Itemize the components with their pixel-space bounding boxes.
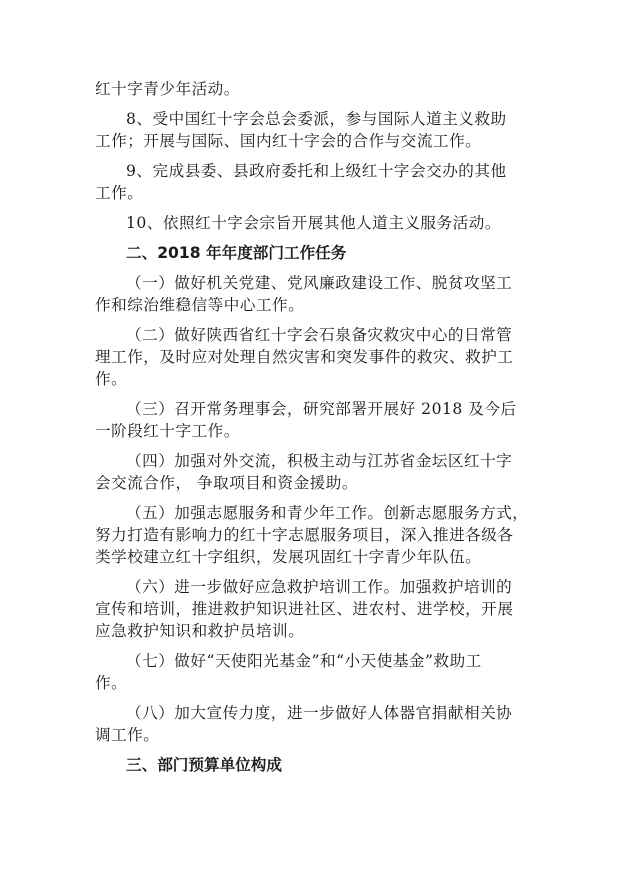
paragraph-line: 工作。 bbox=[95, 184, 144, 202]
paragraph-continuation bbox=[95, 78, 535, 100]
document-page bbox=[95, 78, 535, 784]
task-item-3 bbox=[95, 398, 535, 442]
paragraph-line: 10、依照红十字会宗旨开展其他人道主义服务活动。 bbox=[126, 214, 501, 232]
paragraph-line: 调工作。 bbox=[95, 726, 160, 744]
paragraph-line: （五）加强志愿服务和青少年工作。创新志愿服务方式， bbox=[126, 504, 529, 522]
paragraph-line: 类学校建立红十字组织，发展巩固红十字青少年队伍。 bbox=[95, 548, 482, 566]
task-item-4 bbox=[95, 450, 535, 494]
paragraph-line: 会交流合作， 争取项目和资金援助。 bbox=[95, 474, 358, 492]
paragraph-line: 应急救护知识和救护员培训。 bbox=[95, 622, 305, 640]
task-item-2 bbox=[95, 324, 535, 390]
task-item-5 bbox=[95, 502, 535, 568]
paragraph-line: 9、完成县委、县政府委托和上级红十字会交办的其他 bbox=[126, 162, 507, 180]
paragraph-line: （六）进一步做好应急救护培训工作。加强救护培训的 bbox=[126, 578, 513, 596]
paragraph-line: 理工作，及时应对处理自然灾害和突发事件的救灾、救护工 bbox=[95, 348, 514, 366]
paragraph-line: 工作；开展与国际、国内红十字会的合作与交流工作。 bbox=[95, 132, 482, 150]
paragraph-line: （三）召开常务理事会，研究部署开展好 2018 及今后 bbox=[126, 400, 517, 418]
paragraph-line: （一）做好机关党建、党风廉政建设工作、脱贫攻坚工 bbox=[126, 274, 513, 292]
paragraph-line: 宣传和培训，推进救护知识进社区、进农村、进学校，开展 bbox=[95, 600, 514, 618]
paragraph-line: 作。 bbox=[95, 674, 128, 692]
section-heading-2: 二、2018 年年度部门工作任务 bbox=[126, 244, 347, 262]
paragraph-line: 一阶段红十字工作。 bbox=[95, 422, 240, 440]
section-heading-3: 三、部门预算单位构成 bbox=[126, 756, 282, 774]
paragraph-line: （七）做好“天使阳光基金”和“小天使基金”救助工 bbox=[126, 652, 482, 670]
task-item-7 bbox=[95, 650, 535, 694]
task-item-6 bbox=[95, 576, 535, 642]
paragraph-line: （二）做好陕西省红十字会石泉备灾救灾中心的日常管 bbox=[126, 326, 513, 344]
paragraph-line: （四）加强对外交流，积极主动与江苏省金坛区红十字 bbox=[126, 452, 513, 470]
paragraph-line: 8、受中国红十字会总会委派，参与国际人道主义救助 bbox=[126, 110, 507, 128]
paragraph-line: 作。 bbox=[95, 370, 128, 388]
paragraph-item-9 bbox=[95, 160, 535, 204]
paragraph-line: （八）加大宣传力度，进一步做好人体器官捐献相关协 bbox=[126, 704, 513, 722]
paragraph-item-10 bbox=[95, 212, 535, 234]
paragraph-line: 红十字青少年活动。 bbox=[95, 80, 240, 98]
paragraph-item-8 bbox=[95, 108, 535, 152]
paragraph-line: 努力打造有影响力的红十字志愿服务项目，深入推进各级各 bbox=[95, 526, 514, 544]
paragraph-line: 作和综治维稳信等中心工作。 bbox=[95, 296, 305, 314]
task-item-1 bbox=[95, 272, 535, 316]
task-item-8 bbox=[95, 702, 535, 746]
